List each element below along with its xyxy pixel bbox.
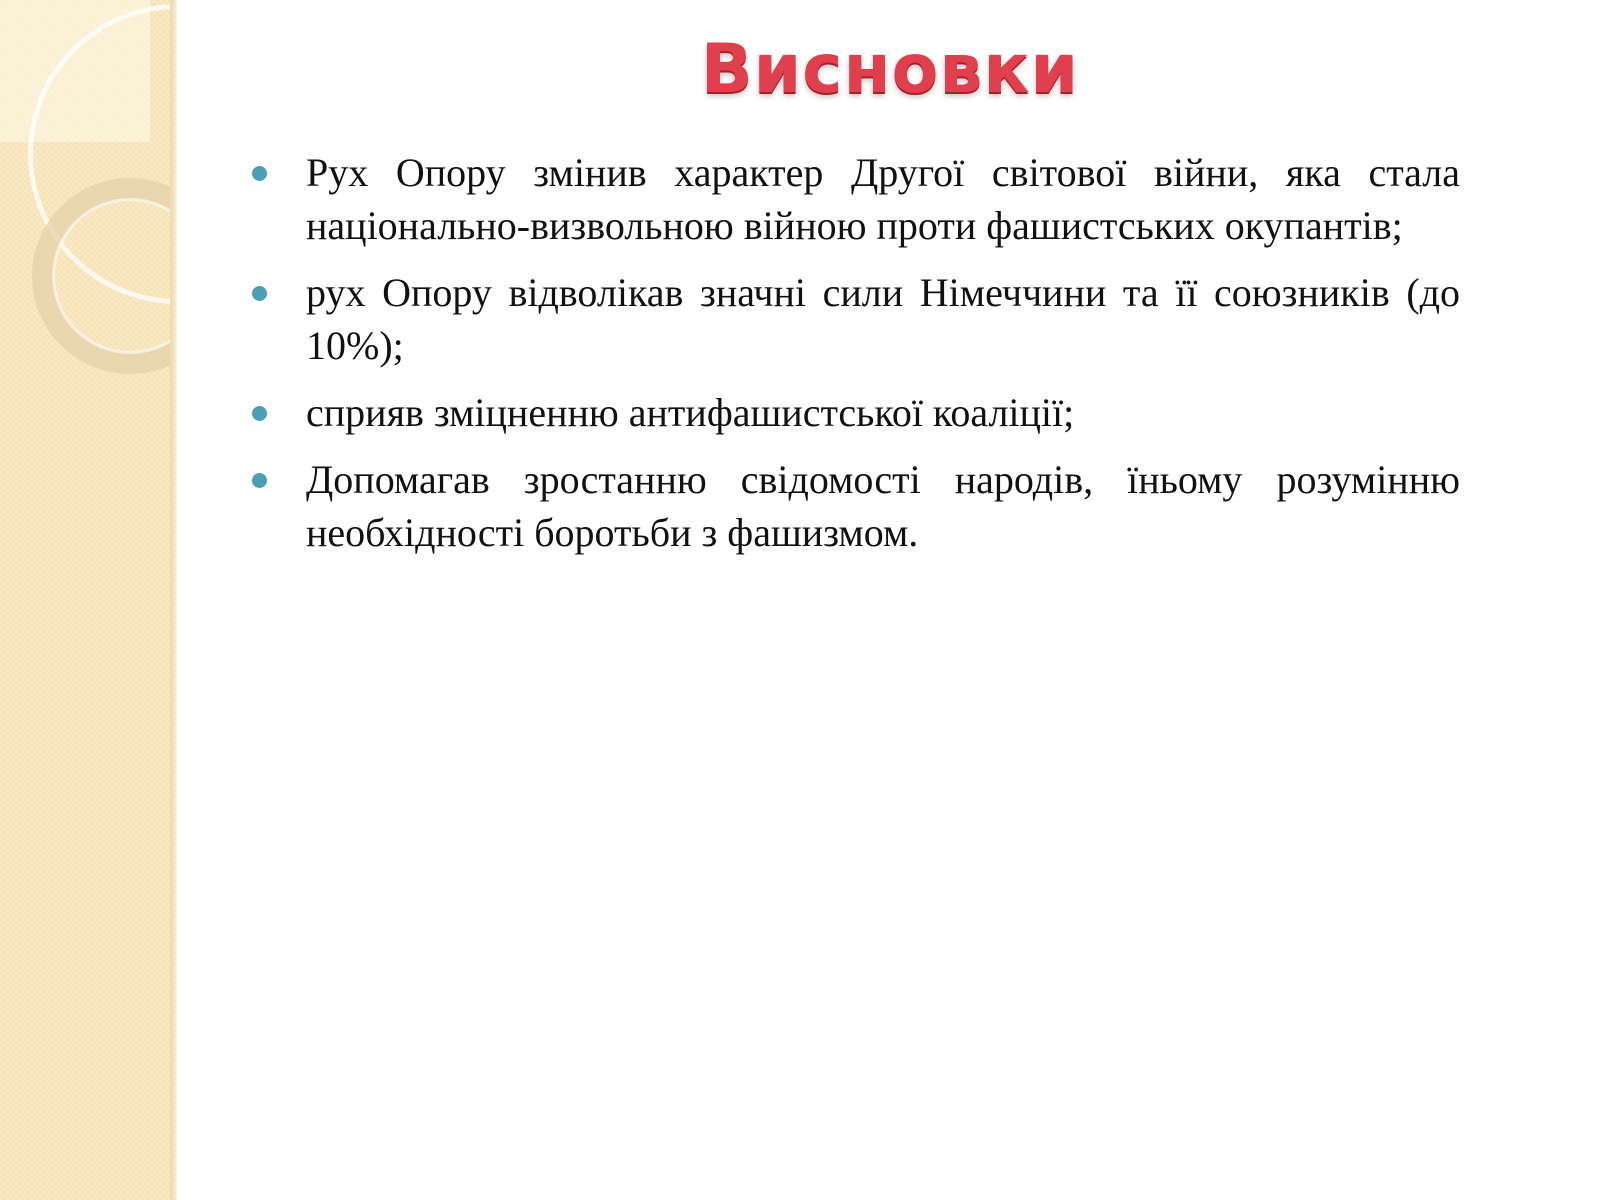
bullet-dot-icon <box>252 473 267 488</box>
bullet-item <box>248 146 1460 252</box>
bullet-text: Рух Опору змінив характер Другої світової війни, яка стала національно-визвольною війною проти фашистських окупантів; <box>306 150 1460 248</box>
bullet-item <box>248 386 1460 439</box>
side-panel-edge <box>170 0 178 1200</box>
bullet-item <box>248 266 1460 372</box>
bullet-text: рух Опору відволікав значні сили Німеччини та її союзників (до 10%); <box>306 270 1460 368</box>
bullet-text: сприяв зміцненню антифашистської коаліції; <box>306 390 1075 435</box>
bullet-item <box>248 453 1460 559</box>
bullet-list <box>248 146 1460 573</box>
bullet-dot-icon <box>252 166 267 181</box>
slide-title: Висновки <box>700 30 1080 109</box>
decorative-side-panel <box>0 0 176 1200</box>
bullet-dot-icon <box>252 406 267 421</box>
bullet-dot-icon <box>252 286 267 301</box>
bullet-text: Допомагав зростанню свідомості народів, їньому розумінню необхідності боротьби з фашизмом. <box>306 457 1460 555</box>
